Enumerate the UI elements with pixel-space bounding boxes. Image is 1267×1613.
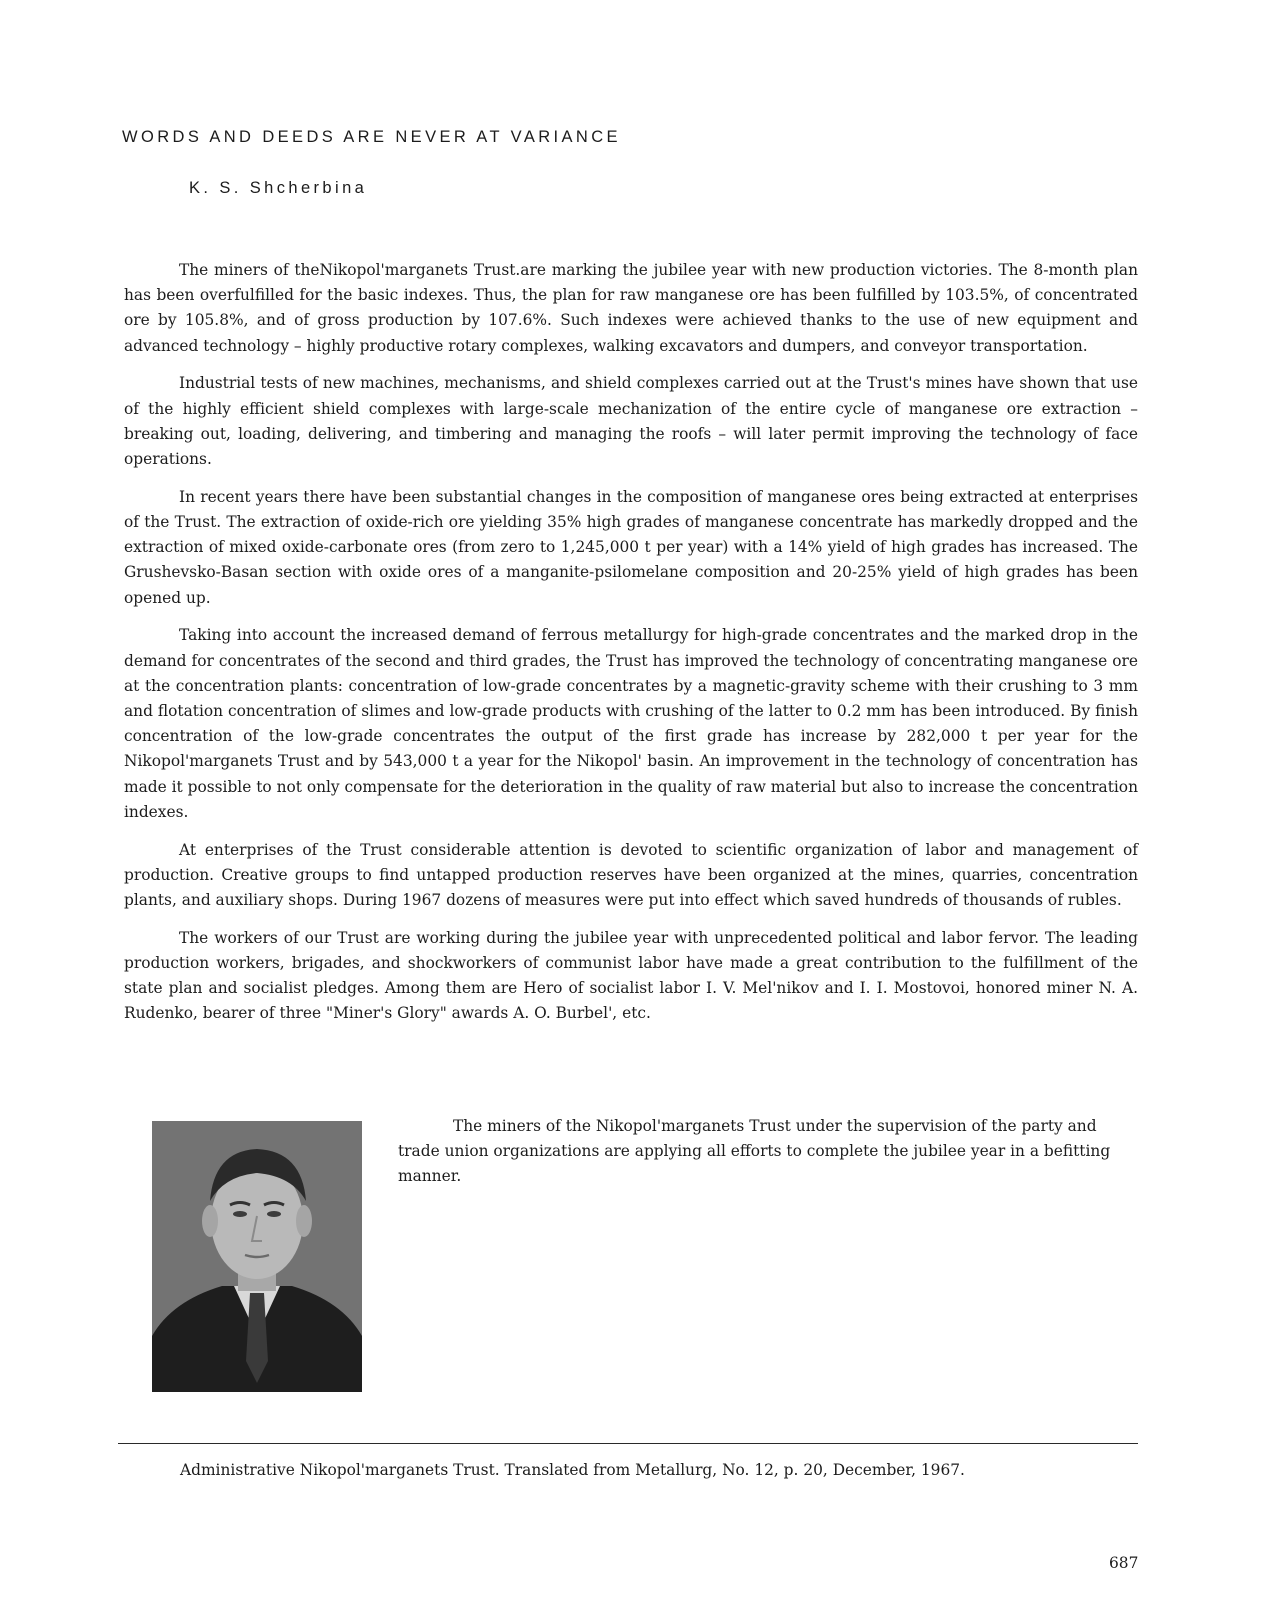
article-author: K. S. Shcherbina <box>189 179 368 197</box>
page-number: 687 <box>1109 1554 1139 1572</box>
portrait-figure <box>152 1121 362 1392</box>
paragraph: At enterprises of the Trust considerable attention is devoted to scientific organization of labor and management of production. Creative groups to find untapped production reserves have been organized at the mines, quarries, concentration plants, and auxiliary shops. During 1967 dozens of measures were put into effect which saved hundreds of thousands of rubles. <box>124 840 1138 910</box>
paragraph: The workers of our Trust are working during the jubilee year with unprecedented political and labor fervor. The leading production workers, brigades, and shockworkers of communist labor have made a great contribution to the fulfillment of the state plan and socialist pledges. Among them are Hero of socialist labor I. V. Mel'nikov and I. I. Mostovoi, honored miner N. A. Rudenko, bearer of three "Miner's Glory" awards A. O. Burbel', etc. <box>124 928 1138 1023</box>
article-title: WORDS AND DEEDS ARE NEVER AT VARIANCE <box>122 128 621 146</box>
author-portrait-photo <box>152 1121 362 1392</box>
paragraph: Taking into account the increased demand of ferrous metallurgy for high-grade concentrates and the marked drop in the demand for concentrates of the second and third grades, the Trust has improved the technology of concentrating manganese ore at the concentration plants: concentration of low-grade concentrates by a magnetic-gravity scheme with their crushing to 3 mm and flotation concentration of slimes and low-grade products with crushing of the latter to 0.2 mm has been introduced. By finish concentration of the low-grade concentrates the output of the first grade has increase by 282,000 t per year for the Nikopol'marganets Trust and by 543,000 t a year for the Nikopol' basin. An improvement in the technology of concentration has made it possible to not only compensate for the deterioration in the quality of raw material but also to increase the concentration indexes. <box>124 626 1138 821</box>
article-body <box>124 258 1138 1039</box>
paragraph: Industrial tests of new machines, mechanisms, and shield complexes carried out at the Trust's mines have shown that use of the highly efficient shield complexes with large-scale mechanization of the entire cycle of manganese ore extraction – breaking out, loading, delivering, and timbering and managing the roofs – will later permit improving the technology of face operations. <box>124 374 1138 469</box>
paragraph: The miners of the Nikopol'marganets Trust under the supervision of the party and trade union organizations are applying all efforts to complete the jubilee year in a befitting manner. <box>398 1117 1111 1186</box>
closing-paragraph-block <box>398 1114 1138 1190</box>
footnote-divider <box>118 1443 1138 1444</box>
paragraph: In recent years there have been substantial changes in the composition of manganese ores being extracted at enterprises of the Trust. The extraction of oxide-rich ore yielding 35% high grades of manganese concentrate has markedly dropped and the extraction of mixed oxide-carbonate ores (from zero to 1,245,000 t per year) with a 14% yield of high grades has increased. The Grushevsko-Basan section with oxide ores of a manganite-psilomelane composition and 20-25% yield of high grades has been opened up. <box>124 487 1138 607</box>
paragraph: The miners of theNikopol'marganets Trust.are marking the jubilee year with new production victories. The 8-month plan has been overfulfilled for the basic indexes. Thus, the plan for raw manganese ore has been fulfilled by 103.5%, of concentrated ore by 105.8%, and of gross production by 107.6%. Such indexes were achieved thanks to the use of new equipment and advanced technology – highly productive rotary complexes, walking excavators and dumpers, and conveyor transportation. <box>124 261 1138 355</box>
footnote: Administrative Nikopol'marganets Trust. Translated from Metallurg, No. 12, p. 20, December, 1967. <box>180 1461 965 1479</box>
